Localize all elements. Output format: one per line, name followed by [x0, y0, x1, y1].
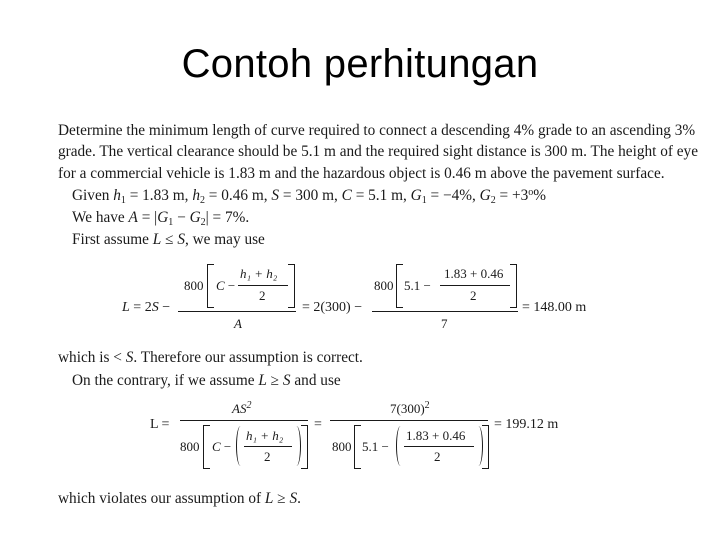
problem-line-2: grade. The vertical clearance should be 5.1 m and the required sight distance is 300 m. The height of eye: [58, 143, 698, 160]
given-g2-end: %: [533, 187, 547, 204]
eq2-num: $7(300)^2$: [390, 400, 430, 416]
contrary-b: and use: [294, 372, 341, 389]
eq2-lhs: L =: [150, 417, 170, 432]
eq2-inner-bar-2: [404, 446, 474, 447]
eq2-bracket-left: [203, 425, 210, 469]
eq1-mid: = 2(300) −: [302, 300, 363, 315]
eq1-bracket-right-2: [510, 264, 517, 308]
eq2-frac-bar-2: [330, 420, 488, 421]
eq2-c: C −: [212, 439, 232, 454]
eq1-two-b: 2: [470, 288, 477, 303]
eq1-c-val: 5.1 −: [404, 278, 431, 293]
eq2-sum: 1.83 + 0.46: [406, 428, 466, 443]
first-assume-tail: , we may use: [184, 231, 265, 248]
eq2-frac-bar: [180, 420, 308, 421]
eq2-800: 800: [180, 439, 200, 454]
slide-title: Contoh perhitungan: [181, 42, 539, 86]
eq1-two: 2: [259, 288, 266, 303]
given-h1: 1.83 m,: [142, 187, 189, 204]
eq1-bracket-left-2: [396, 264, 403, 308]
eq2-bracket-right-2: [482, 425, 489, 469]
eq1-800: 800: [184, 278, 204, 293]
eq1-result: = 148.00 m: [522, 300, 587, 315]
contrary-line: On the contrary, if we assume L ≥ S and use: [72, 372, 341, 389]
given-prefix: Given: [72, 187, 110, 204]
first-assume-line: First assume L ≤ S, we may use: [72, 231, 265, 248]
given-s: 300 m,: [295, 187, 338, 204]
eq2-h-sum: h₁ + h₂: [246, 428, 284, 443]
we-have-prefix: We have: [72, 209, 125, 226]
given-c: 5.1 m,: [368, 187, 407, 204]
eq2-result: = 199.12 m: [494, 417, 559, 432]
eq1-c: C −: [216, 278, 236, 293]
eq1-800b: 800: [374, 278, 394, 293]
eq2-c-val: 5.1 −: [362, 439, 389, 454]
first-assume-text: First assume: [72, 231, 149, 248]
eq1-num-sum: 1.83 + 0.46: [444, 266, 504, 281]
eq1-inner-bar-2: [440, 285, 510, 286]
given-line: Given $h_1 = 1.83$ m, $h_2 = 0.46$ m, S = 300 m, C = 5.1 m, $G_1 = -4\%$, $G_2 = +3^o\%$: [72, 187, 547, 206]
we-have-result: = 7%.: [212, 209, 250, 226]
eq1-frac-bar: [178, 311, 296, 312]
eq2-two-b: 2: [434, 449, 441, 464]
eq1-a: A: [234, 316, 242, 331]
eq2-paren-right: [292, 426, 301, 466]
given-g2-sup: o: [528, 187, 534, 198]
conclusion-2: which violates our assumption of L ≥ S.: [58, 490, 301, 507]
eq2-two: 2: [264, 449, 271, 464]
given-h2: 0.46 m,: [221, 187, 268, 204]
problem-line-1: Determine the minimum length of curve required to connect a descending 4% grade to an ascending 3%: [58, 122, 696, 139]
contrary-a: On the contrary, if we assume: [72, 372, 255, 389]
given-g2: +3: [512, 187, 529, 204]
eq1-h-sum: h₁ + h₂: [240, 266, 278, 281]
eq1-seven: 7: [441, 316, 448, 331]
conclusion-2-text: which violates our assumption of: [58, 490, 262, 507]
eq1-bracket-left: [207, 264, 214, 308]
eq1-inner-bar: [238, 285, 288, 286]
eq2-bracket-left-2: [354, 425, 361, 469]
conclusion-1-a: which is <: [58, 349, 122, 366]
eq1-lhs: L = 2S −: [122, 300, 171, 315]
eq1-frac-bar-2: [372, 311, 518, 312]
we-have-line: We have $A = |G_1 - G_2| = 7\%$.: [72, 209, 250, 228]
eq1-bracket-right: [288, 264, 295, 308]
given-g1: −4%,: [443, 187, 476, 204]
eq2-as: $AS^2$: [232, 400, 252, 416]
eq2-inner-bar: [244, 446, 292, 447]
conclusion-1-b: . Therefore our assumption is correct.: [133, 349, 363, 366]
eq2-eq: =: [314, 417, 322, 432]
eq2-800b: 800: [332, 439, 352, 454]
eq2-bracket-right: [301, 425, 308, 469]
problem-line-3: for a commercial vehicle is 1.83 m and the hazardous object is 0.46 m above the pavement surface.: [58, 165, 665, 182]
conclusion-1: which is < S. Therefore our assumption is correct.: [58, 349, 363, 366]
